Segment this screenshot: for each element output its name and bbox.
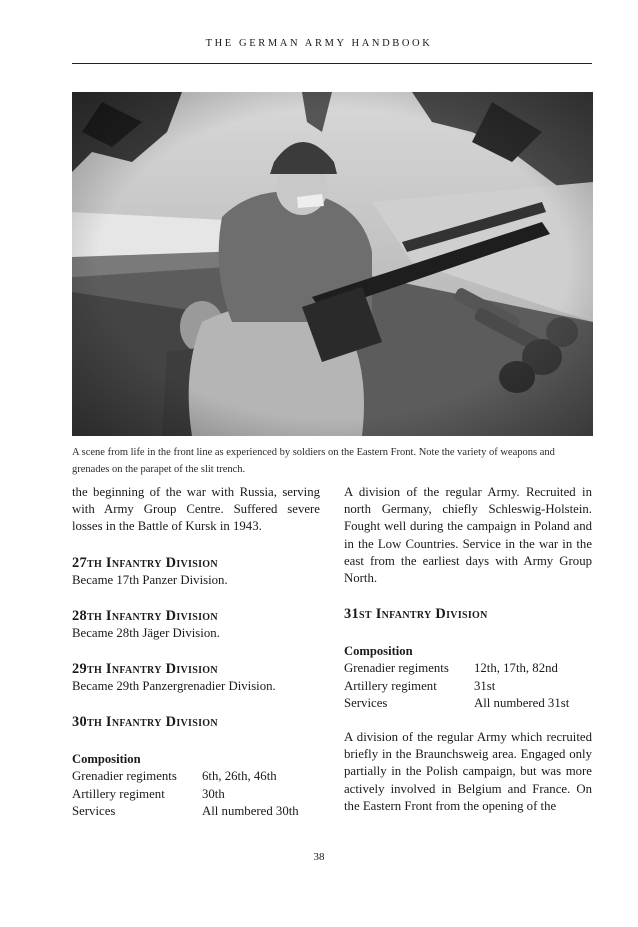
photo-caption: A scene from life in the front line as experienced by soldiers on the Eastern Front. Note the variety of weapons and grenades on the parapet of the slit trench. [72,447,555,475]
composition-label: Services [72,803,116,818]
page-number: 38 [313,851,325,863]
composition-value: 12th, 17th, 82nd [474,661,558,676]
heading-27th-division: 27th Infantry Division [72,554,218,571]
text-29th-division: Became 29th Panzergrenadier Division. [72,679,276,694]
right-column [344,484,592,815]
composition-value: 30th [202,786,225,801]
composition-row [344,660,592,677]
composition-row [72,803,320,820]
photograph [72,92,593,436]
text-31st-division: A division of the regular Army which recruited briefly in the Braunchsweig area. Engaged only partially in the Polish campaign, but was more actively involved in Belgium and France. On the Eastern Front from the opening of the [344,730,592,813]
heading-31st-division: 31st Infantry Division [344,606,488,623]
composition-value: All numbered 30th [202,803,299,818]
composition-value: 6th, 26th, 46th [202,769,277,784]
composition-row [72,768,320,785]
heading-30th-division: 30th Infantry Division [72,714,218,731]
composition-value: All numbered 31st [474,695,570,710]
composition-label: Services [344,695,388,710]
composition-row [344,678,592,695]
heading-29th-division: 29th Infantry Division [72,661,218,678]
left-column [72,484,320,820]
heading-28th-division: 28th Infantry Division [72,607,218,624]
composition-label: Grenadier regiments [72,769,177,784]
composition-row [72,786,320,803]
text-30th-division: A division of the regular Army. Recruited in north Germany, chiefly Schleswig-Holstein. Fought well during the campaign in Poland and in the Low Countries. Service in the war in the east from the earliest days with Army Group North. [344,485,592,586]
text-28th-division: Became 28th Jäger Division. [72,625,220,640]
composition-value: 31st [474,678,496,693]
composition-title-30th: Composition [72,752,141,767]
text-27th-division: Became 17th Panzer Division. [72,572,228,587]
composition-row [344,695,592,712]
running-head: THE GERMAN ARMY HANDBOOK [205,38,433,49]
intro-paragraph: the beginning of the war with Russia, serving with Army Group Centre. Suffered severe losses in the Battle of Kursk in 1943. [72,485,320,534]
header-rule [72,63,592,64]
composition-label: Artillery regiment [72,786,165,801]
composition-title-31st: Composition [344,644,413,659]
composition-label: Grenadier regiments [344,661,449,676]
composition-label: Artillery regiment [344,678,437,693]
